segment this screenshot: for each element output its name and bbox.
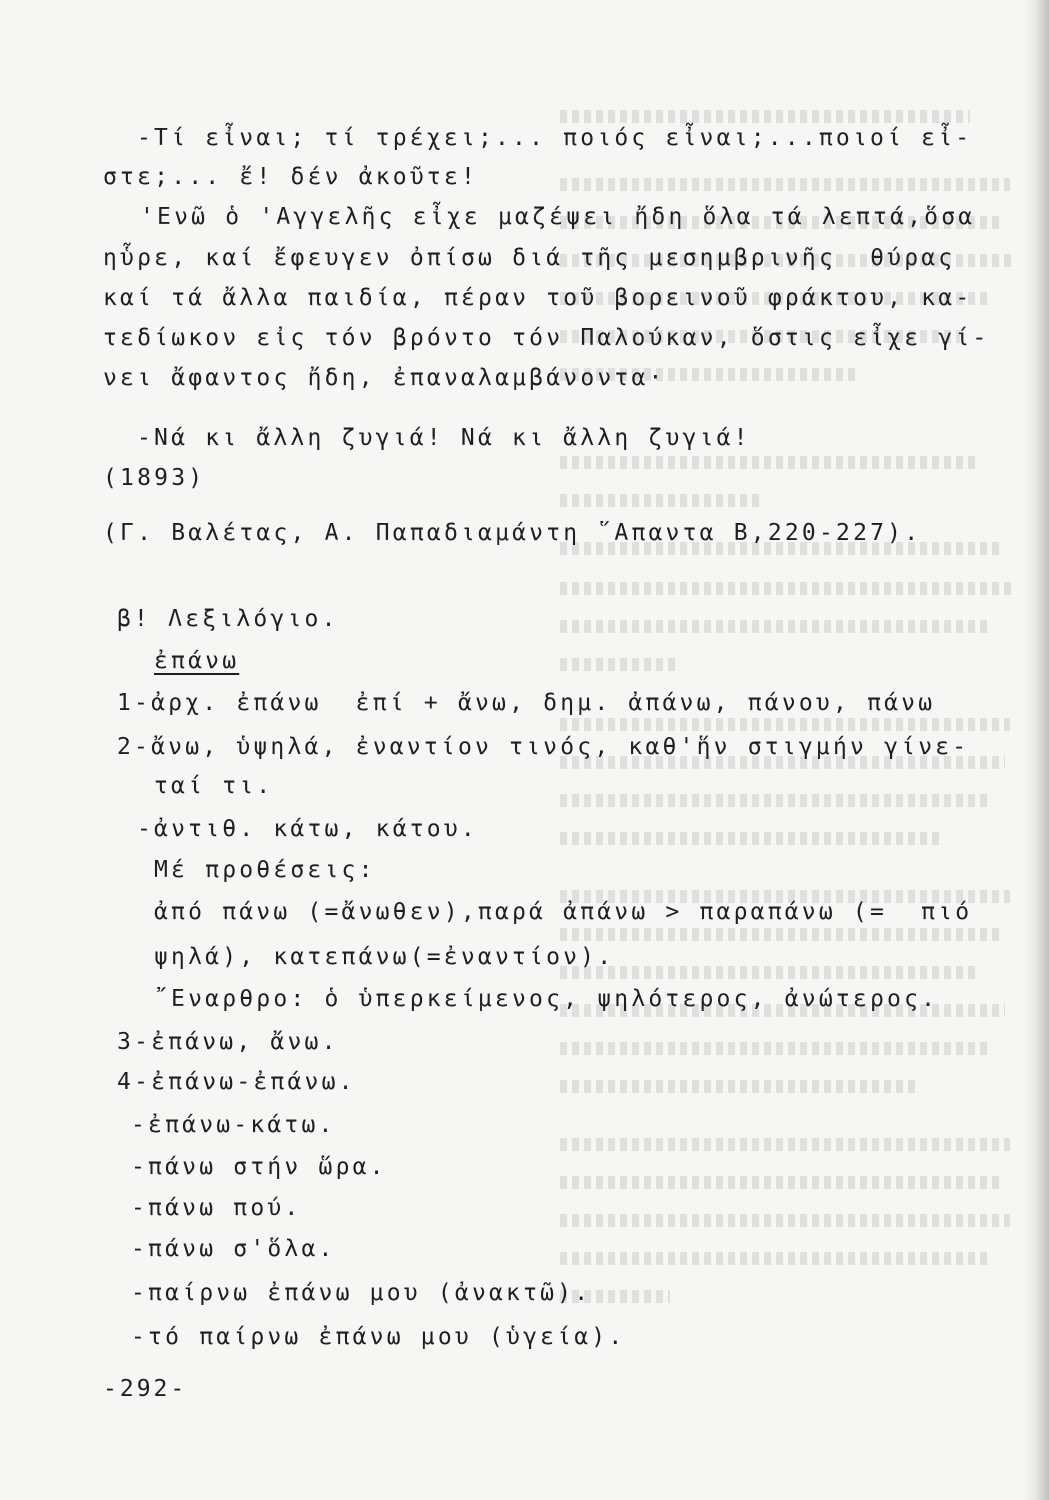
- phrase-line: -πάνω πού.: [131, 1195, 302, 1221]
- phrase-line: -πάνω σ'ὅλα.: [131, 1236, 336, 1262]
- definition-line: ἀπό πάνω (=ἄνωθεν),παρά ἀπάνω > παραπάνω (= πιό: [154, 899, 973, 925]
- bleed-line: [560, 1080, 920, 1093]
- citation-line: (Γ. Βαλέτας, Α. Παπαδιαμάντη ῞Απαντα Β,220-227).: [103, 520, 922, 546]
- bleed-line: [560, 966, 980, 979]
- definition-line: ῎Εναρθρο: ὁ ὑπερκείμενος, ψηλότερος, ἀνώτερος.: [154, 986, 939, 1012]
- text-line: καί τά ἄλλα παιδία, πέραν τοῦ βορεινοῦ φράκτου, κα-: [103, 285, 973, 311]
- bleed-line: [560, 1042, 990, 1055]
- bleed-line: [560, 110, 970, 123]
- phrase-line: -πάνω στήν ὥρα.: [131, 1154, 387, 1180]
- page-number: -292-: [103, 1376, 188, 1402]
- definition-line: 4-ἐπάνω-ἐπάνω.: [117, 1069, 356, 1095]
- text-line: ηὗρε, καί ἔφευγεν ὀπίσω διά τῆς μεσημβρινῆς θύρας: [103, 245, 956, 271]
- bleed-line: [560, 582, 1015, 595]
- bleed-line: [560, 494, 760, 507]
- bleed-line: [560, 1138, 1010, 1151]
- bleed-line: [560, 718, 1010, 731]
- definition-line: ταί τι.: [154, 773, 274, 799]
- definition-line: 1-ἀρχ. ἐπάνω ἐπί + ἄνω, δημ. ἀπάνω, πάνου, πάνω: [117, 690, 936, 716]
- lemma-heading: ἐπάνω: [154, 648, 240, 674]
- bleed-line: [560, 794, 990, 807]
- phrase-line: -ἐπάνω-κάτω.: [131, 1112, 336, 1138]
- text-line: νει ἄφαντος ἤδη, ἐπαναλαμβάνοντα·: [103, 365, 666, 391]
- definition-line: Μέ προθέσεις:: [154, 857, 376, 883]
- bleed-line: [560, 620, 990, 633]
- text-line: -Τί εἶναι; τί τρέχει;... ποιός εἶναι;...ποιοί εἶ-: [137, 125, 973, 151]
- bleed-line: [560, 1176, 1000, 1189]
- definition-line: ψηλά), κατεπάνω(=ἐναντίον).: [154, 944, 615, 970]
- bleed-line: [560, 178, 1010, 191]
- bleed-line: [560, 832, 940, 845]
- phrase-line: -τό παίρνω ἐπάνω μου (ὑγεία).: [131, 1324, 626, 1350]
- date-line: (1893): [103, 465, 206, 491]
- definition-line: -ἀντιθ. κάτω, κάτου.: [137, 816, 478, 842]
- definition-line: 3-ἐπάνω, ἄνω.: [117, 1029, 339, 1055]
- text-line: στε;... ἔ! δέν ἀκοῦτε!: [103, 164, 479, 190]
- bleed-line: [560, 928, 1000, 941]
- page-edge-shadow: [1023, 0, 1049, 1500]
- bleed-line: [560, 1252, 990, 1265]
- definition-line: 2-ἄνω, ὑψηλά, ἐναντίον τινός, καθ'ἥν στιγμήν γίνε-: [117, 734, 970, 760]
- section-heading: β! Λεξιλόγιο.: [117, 606, 339, 632]
- text-line: τεδίωκον εἰς τόν βρόντο τόν Παλούκαν, ὅστις εἶχε γί-: [103, 325, 990, 351]
- bleed-line: [560, 456, 980, 469]
- bleed-line: [560, 658, 680, 671]
- bleed-line: [560, 1214, 1010, 1227]
- phrase-line: -παίρνω ἐπάνω μου (ἀνακτῶ).: [131, 1280, 592, 1306]
- text-line: -Νά κι ἄλλη ζυγιά! Νά κι ἄλλη ζυγιά!: [137, 425, 751, 451]
- text-line: 'Ενῶ ὁ 'Αγγελῆς εἶχε μαζέψει ἤδη ὅλα τά λεπτά,ὅσα: [140, 204, 976, 230]
